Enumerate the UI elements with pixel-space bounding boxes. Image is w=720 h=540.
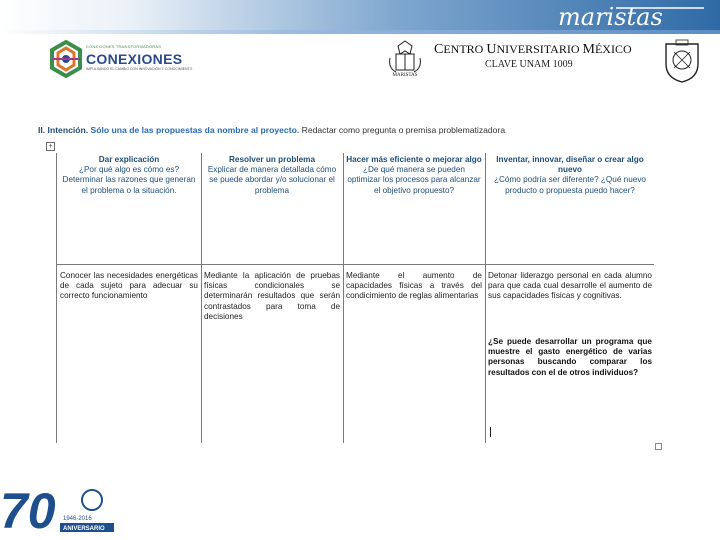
table-header-cell — [488, 155, 652, 196]
column-subtitle: ¿Cómo podría ser diferente? ¿Qué nuevo producto o propuesta puedo hacer? — [493, 175, 646, 195]
institution-letter-c: C — [434, 42, 444, 57]
table-divider-2 — [343, 153, 344, 443]
institution-word-entro: ENTRO — [443, 42, 487, 56]
institution-letter-m: M — [582, 42, 595, 57]
table-cell: Mediante la aplicación de pruebas físicas condicionales se determinarán resultados que serán contrastados para toma de decisiones — [204, 271, 340, 321]
intent-table — [56, 153, 654, 443]
table-divider-1 — [201, 153, 202, 443]
institution-title — [434, 42, 632, 58]
table-header-cell — [204, 155, 340, 196]
intent-highlight: Sólo una de las propuestas da nombre al proyecto. — [90, 125, 300, 135]
table-cell: Conocer las necesidades energéticas de cada sujeto para adecuar su correcto funcionamiento — [60, 271, 198, 301]
table-border-left — [56, 153, 57, 443]
column-subtitle: ¿Por qué algo es cómo es? Determinar las razones que generan el problema o la situación. — [62, 165, 196, 195]
unam-clave: CLAVE UNAM 1009 — [485, 59, 573, 70]
table-resize-handle-icon[interactable] — [655, 443, 662, 450]
table-cell: Mediante el aumento de capacidades físicas a través del condicimiento de reglas alimentarias — [346, 271, 482, 301]
table-divider-3 — [485, 153, 486, 443]
anniversary-number: 70 — [0, 483, 56, 538]
seal-left-label: MARISTAS — [392, 73, 418, 78]
anniversary-years: 1946-2016 — [63, 516, 92, 522]
table-header-cell — [60, 155, 198, 196]
column-title: Inventar, innovar, diseñar o crear algo nuevo — [496, 155, 644, 175]
unam-seal-icon — [660, 38, 704, 84]
anniversary-label: ANIVERSARIO — [63, 526, 105, 532]
column-subtitle: ¿De qué manera se pueden optimizar los procesos para alcanzar el objetivo propuesto? — [347, 165, 481, 195]
maristas-logo — [556, 4, 706, 30]
institution-word-exico: ÉXICO — [594, 42, 632, 56]
table-move-handle-icon[interactable]: + — [46, 142, 55, 151]
intent-heading — [38, 125, 505, 135]
text-cursor — [490, 427, 491, 437]
table-row-divider — [56, 264, 654, 265]
institution-word-niversitario: NIVERSITARIO — [496, 42, 583, 56]
conexiones-tagline: IMPULSANDO EL CAMBIO CON INNOVACIÓN Y CONOCIMIENTO — [86, 67, 193, 71]
column-subtitle: Explicar de manera detallada cómo se puede abordar y/o solucionar el problema — [207, 165, 337, 195]
intent-label: II. Intención. — [38, 125, 89, 135]
conexiones-title: CONEXIONES — [86, 51, 183, 67]
project-question: ¿Se puede desarrollar un programa que muestre el gasto energético de varias personas buscando comparar los resultados con el de otros individuos? — [488, 337, 652, 377]
column-title: Dar explicación — [98, 155, 160, 164]
column-title: Resolver un problema — [229, 155, 315, 164]
intent-instruction: Redactar como pregunta o premisa problematizadora — [301, 125, 506, 135]
conexiones-small-heading: CONEXIONES TRANSFORMADORAS — [86, 44, 162, 49]
top-banner — [0, 0, 720, 34]
maristas-logo-text: maristas — [558, 4, 663, 30]
table-header-cell — [346, 155, 482, 196]
banner-stripe — [0, 30, 720, 34]
table-cell: Detonar liderazgo personal en cada alumno para que cada cual desarrolle el aumento de sus capacidades físicas y cognitivas. — [488, 271, 652, 301]
anniversary-logo — [0, 480, 140, 538]
institution-letter-u: U — [486, 42, 497, 57]
column-title: Hacer más eficiente o mejorar algo — [346, 155, 482, 164]
